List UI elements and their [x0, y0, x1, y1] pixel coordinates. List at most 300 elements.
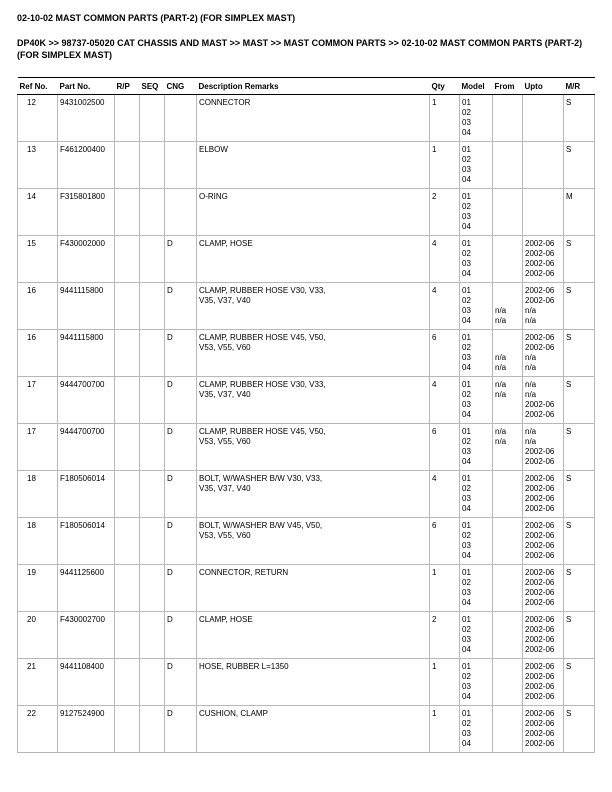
cell-model-line: 02	[462, 625, 471, 634]
cell-upto-line: 2002-06	[525, 615, 555, 624]
cell-upto-line: 2002-06	[525, 447, 555, 456]
cell-cng-line	[167, 98, 194, 108]
cell-upto-line	[525, 222, 561, 232]
cell-rp	[115, 706, 140, 753]
cell-seq-line	[142, 98, 162, 108]
cell-upto-line: n/a	[525, 437, 537, 446]
cell-seq-line	[142, 145, 162, 155]
cell-mr-line: S	[566, 521, 572, 530]
cell-seq	[140, 330, 165, 377]
cell-description	[197, 565, 430, 612]
cell-qty	[430, 424, 460, 471]
cell-model-line: 01	[462, 239, 471, 248]
cell-upto-line: n/a	[525, 353, 537, 362]
cell-part-no-line: F315801800	[60, 192, 105, 201]
cell-from-line	[495, 568, 520, 578]
cell-model	[460, 283, 493, 330]
cell-upto-line: 2002-06	[525, 588, 555, 597]
cell-from	[493, 236, 523, 283]
cell-qty	[430, 189, 460, 236]
cell-from-line	[495, 447, 520, 457]
cell-ref-no	[18, 659, 58, 706]
cell-seq-line	[142, 427, 162, 437]
cell-mr-line: S	[566, 662, 572, 671]
table-row	[18, 330, 595, 377]
cell-qty-line: 4	[432, 474, 437, 483]
cell-model-line: 04	[462, 128, 471, 137]
cell-rp-line	[117, 709, 137, 719]
cell-seq-line	[142, 239, 162, 249]
table-row	[18, 565, 595, 612]
cell-cng-line: D	[167, 521, 173, 530]
cell-upto-line: 2002-06	[525, 269, 555, 278]
cell-description-line: ELBOW	[199, 145, 228, 154]
cell-cng	[165, 189, 197, 236]
cell-qty-line: 4	[432, 239, 437, 248]
cell-from	[493, 95, 523, 142]
cell-from-line	[495, 625, 520, 635]
cell-description-line: CLAMP, HOSE	[199, 239, 253, 248]
cell-from-line: n/a	[495, 363, 507, 372]
cell-upto-line	[525, 165, 561, 175]
cell-model-line: 02	[462, 108, 471, 117]
cell-from-line	[495, 541, 520, 551]
cell-model-line: 02	[462, 390, 471, 399]
cell-model-line: 03	[462, 447, 471, 456]
cell-description-line: CONNECTOR	[199, 98, 251, 107]
cell-mr	[564, 424, 595, 471]
cell-upto-line	[525, 175, 561, 185]
col-header-description: Description Remarks	[197, 78, 430, 95]
cell-part-no	[58, 565, 115, 612]
cell-from-line	[495, 615, 520, 625]
cell-ref-no-line: 18	[27, 521, 36, 530]
cell-part-no-line: 9441115800	[60, 286, 104, 295]
table-row	[18, 424, 595, 471]
cell-mr-line: S	[566, 615, 572, 624]
cell-description-line: V35, V37, V40	[199, 296, 251, 305]
cell-part-no-line: 9441125600	[60, 568, 104, 577]
breadcrumb: DP40K >> 98737-05020 CAT CHASSIS AND MAST >> MAST >> MAST COMMON PARTS >> 02-10-02 MAST COMMON PARTS (PART-2) (FOR SIMPLEX MAST)	[17, 38, 583, 60]
cell-model-line: 03	[462, 494, 471, 503]
cell-mr	[564, 189, 595, 236]
cell-seq-line	[142, 333, 162, 343]
cell-qty-line: 6	[432, 521, 437, 530]
cell-upto-line: 2002-06	[525, 662, 555, 671]
cell-ref-no-line: 15	[27, 239, 36, 248]
cell-model-line: 04	[462, 598, 471, 607]
cell-from	[493, 424, 523, 471]
cell-description	[197, 471, 430, 518]
cell-upto	[523, 565, 564, 612]
cell-ref-no-line: 20	[27, 615, 36, 624]
cell-seq	[140, 565, 165, 612]
cell-upto-line	[525, 145, 561, 155]
cell-from-line	[495, 98, 520, 108]
cell-upto-line: 2002-06	[525, 709, 555, 718]
cell-ref-no-line: 16	[27, 286, 36, 295]
cell-from-line	[495, 662, 520, 672]
cell-model-line: 03	[462, 212, 471, 221]
cell-part-no	[58, 612, 115, 659]
cell-from-line	[495, 175, 520, 185]
cell-model	[460, 95, 493, 142]
cell-ref-no	[18, 189, 58, 236]
cell-ref-no	[18, 706, 58, 753]
cell-rp	[115, 612, 140, 659]
cell-ref-no-line: 14	[27, 192, 36, 201]
cell-part-no	[58, 95, 115, 142]
cell-description-line: BOLT, W/WASHER B/W V45, V50,	[199, 521, 323, 530]
cell-ref-no-line: 22	[27, 709, 36, 718]
cell-from-line	[495, 635, 520, 645]
cell-cng-line	[167, 192, 194, 202]
cell-rp	[115, 236, 140, 283]
cell-model-line: 02	[462, 343, 471, 352]
cell-model-line: 02	[462, 249, 471, 258]
cell-upto	[523, 236, 564, 283]
cell-upto-line: 2002-06	[525, 494, 555, 503]
cell-cng	[165, 236, 197, 283]
cell-from	[493, 330, 523, 377]
cell-model-line: 04	[462, 316, 471, 325]
cell-model-line: 03	[462, 541, 471, 550]
cell-model	[460, 330, 493, 377]
cell-model	[460, 377, 493, 424]
cell-from-line	[495, 474, 520, 484]
cell-seq-line	[142, 521, 162, 531]
cell-qty-line: 1	[432, 568, 437, 577]
cell-part-no	[58, 142, 115, 189]
cell-qty-line: 2	[432, 615, 437, 624]
cell-ref-no	[18, 471, 58, 518]
cell-model-line: 03	[462, 259, 471, 268]
cell-model-line: 04	[462, 692, 471, 701]
cell-cng	[165, 330, 197, 377]
cell-rp-line	[117, 427, 137, 437]
cell-model-line: 03	[462, 306, 471, 315]
cell-mr	[564, 236, 595, 283]
table-header-row	[18, 78, 595, 95]
cell-rp	[115, 659, 140, 706]
cell-ref-no-line: 21	[27, 662, 36, 671]
cell-qty	[430, 706, 460, 753]
col-header-rp: R/P	[115, 78, 140, 95]
cell-part-no	[58, 283, 115, 330]
cell-ref-no-line: 18	[27, 474, 36, 483]
cell-from-line	[495, 521, 520, 531]
cell-from-line	[495, 739, 520, 749]
cell-upto-line: 2002-06	[525, 259, 555, 268]
cell-rp-line	[117, 521, 137, 531]
cell-model-line: 01	[462, 521, 471, 530]
cell-mr-line: S	[566, 239, 572, 248]
cell-upto	[523, 142, 564, 189]
cell-cng-line: D	[167, 615, 173, 624]
cell-part-no	[58, 330, 115, 377]
cell-part-no-line: F180506014	[60, 521, 105, 530]
cell-upto-line: 2002-06	[525, 410, 555, 419]
cell-model-line: 04	[462, 504, 471, 513]
cell-from-line	[495, 729, 520, 739]
cell-model-line: 01	[462, 568, 471, 577]
cell-model-line: 01	[462, 662, 471, 671]
cell-description-line: O-RING	[199, 192, 228, 201]
cell-seq	[140, 236, 165, 283]
cell-upto-line	[525, 202, 561, 212]
cell-ref-no	[18, 142, 58, 189]
table-row	[18, 518, 595, 565]
cell-qty	[430, 518, 460, 565]
cell-from-line	[495, 494, 520, 504]
cell-rp-line	[117, 333, 137, 343]
cell-upto-line: 2002-06	[525, 719, 555, 728]
cell-part-no-line: 9431002500	[60, 98, 105, 107]
cell-cng	[165, 706, 197, 753]
cell-ref-no	[18, 95, 58, 142]
cell-model-line: 01	[462, 615, 471, 624]
cell-model-line: 02	[462, 719, 471, 728]
cell-from-line	[495, 719, 520, 729]
cell-mr-line: S	[566, 380, 572, 389]
cell-seq-line	[142, 615, 162, 625]
cell-from	[493, 189, 523, 236]
cell-from	[493, 565, 523, 612]
cell-cng-line: D	[167, 239, 173, 248]
col-header-qty: Qty	[430, 78, 460, 95]
cell-upto-line: 2002-06	[525, 578, 555, 587]
cell-mr	[564, 377, 595, 424]
cell-qty	[430, 283, 460, 330]
cell-cng	[165, 377, 197, 424]
col-header-ref-no: Ref No.	[18, 78, 58, 95]
cell-mr	[564, 659, 595, 706]
cell-upto-line: n/a	[525, 427, 537, 436]
cell-from-line	[495, 296, 520, 306]
cell-qty	[430, 612, 460, 659]
col-header-model: Model	[460, 78, 493, 95]
cell-model-line: 04	[462, 551, 471, 560]
cell-description	[197, 659, 430, 706]
cell-upto-line: 2002-06	[525, 296, 555, 305]
cell-from-line	[495, 333, 520, 343]
cell-ref-no	[18, 377, 58, 424]
cell-description	[197, 142, 430, 189]
cell-upto-line	[525, 118, 561, 128]
cell-seq-line	[142, 286, 162, 296]
cell-description-line: CLAMP, HOSE	[199, 615, 253, 624]
cell-from-line	[495, 202, 520, 212]
cell-rp-line	[117, 474, 137, 484]
cell-model	[460, 189, 493, 236]
cell-rp-line	[117, 239, 137, 249]
cell-model-line: 01	[462, 145, 471, 154]
cell-from	[493, 706, 523, 753]
cell-cng	[165, 659, 197, 706]
cell-qty	[430, 659, 460, 706]
cell-upto-line: 2002-06	[525, 400, 555, 409]
cell-ref-no-line: 17	[27, 380, 36, 389]
cell-from-line	[495, 400, 520, 410]
cell-from	[493, 283, 523, 330]
cell-cng-line: D	[167, 568, 173, 577]
cell-mr	[564, 518, 595, 565]
cell-from-line	[495, 259, 520, 269]
cell-rp	[115, 565, 140, 612]
cell-qty	[430, 142, 460, 189]
col-header-from: From	[493, 78, 523, 95]
cell-rp	[115, 189, 140, 236]
cell-mr-line: S	[566, 333, 572, 342]
cell-model-line: 02	[462, 202, 471, 211]
cell-from-line	[495, 531, 520, 541]
cell-cng	[165, 142, 197, 189]
cell-qty	[430, 565, 460, 612]
cell-seq-line	[142, 474, 162, 484]
cell-upto	[523, 706, 564, 753]
cell-upto-line: n/a	[525, 316, 537, 325]
cell-rp	[115, 471, 140, 518]
cell-cng	[165, 565, 197, 612]
table-row	[18, 236, 595, 283]
cell-upto-line: 2002-06	[525, 635, 555, 644]
cell-model	[460, 518, 493, 565]
cell-model-line: 04	[462, 457, 471, 466]
cell-seq-line	[142, 662, 162, 672]
cell-cng	[165, 612, 197, 659]
cell-description	[197, 236, 430, 283]
cell-model-line: 01	[462, 474, 471, 483]
cell-mr-line: M	[566, 192, 573, 201]
cell-description	[197, 612, 430, 659]
cell-from-line: n/a	[495, 306, 507, 315]
cell-upto-line	[525, 212, 561, 222]
cell-upto-line: 2002-06	[525, 286, 555, 295]
cell-part-no-line: 9127524900	[60, 709, 105, 718]
cell-model-line: 01	[462, 286, 471, 295]
cell-seq	[140, 189, 165, 236]
cell-part-no-line: F180506014	[60, 474, 105, 483]
cell-model	[460, 659, 493, 706]
cell-mr-line: S	[566, 709, 572, 718]
cell-cng-line: D	[167, 286, 173, 295]
cell-ref-no	[18, 236, 58, 283]
cell-description-line: CUSHION, CLAMP	[199, 709, 268, 718]
cell-model-line: 03	[462, 400, 471, 409]
cell-upto-line: 2002-06	[525, 343, 555, 352]
cell-ref-no-line: 12	[27, 98, 36, 107]
cell-cng	[165, 471, 197, 518]
table-row	[18, 377, 595, 424]
cell-qty-line: 6	[432, 333, 437, 342]
cell-model-line: 02	[462, 484, 471, 493]
cell-model-line: 03	[462, 353, 471, 362]
cell-upto-line: 2002-06	[525, 598, 555, 607]
cell-ref-no-line: 13	[27, 145, 36, 154]
cell-part-no-line: F430002700	[60, 615, 105, 624]
cell-upto-line: 2002-06	[525, 672, 555, 681]
cell-ref-no	[18, 283, 58, 330]
cell-from-line: n/a	[495, 316, 507, 325]
cell-upto	[523, 518, 564, 565]
cell-mr	[564, 565, 595, 612]
col-header-upto: Upto	[523, 78, 564, 95]
cell-part-no-line: 9441108400	[60, 662, 104, 671]
cell-from-line: n/a	[495, 380, 507, 389]
cell-seq	[140, 95, 165, 142]
cell-from-line	[495, 239, 520, 249]
cell-seq	[140, 706, 165, 753]
cell-model-line: 04	[462, 269, 471, 278]
cell-from-line	[495, 645, 520, 655]
cell-model-line: 04	[462, 410, 471, 419]
cell-upto-line: 2002-06	[525, 692, 555, 701]
cell-cng	[165, 424, 197, 471]
cell-model-line: 03	[462, 118, 471, 127]
cell-mr	[564, 95, 595, 142]
cell-model-line: 03	[462, 682, 471, 691]
cell-from-line	[495, 682, 520, 692]
cell-upto-line: 2002-06	[525, 625, 555, 634]
cell-upto-line	[525, 192, 561, 202]
cell-upto-line: 2002-06	[525, 531, 555, 540]
cell-seq	[140, 142, 165, 189]
table-row	[18, 612, 595, 659]
cell-description	[197, 330, 430, 377]
cell-model-line: 04	[462, 645, 471, 654]
cell-part-no	[58, 659, 115, 706]
cell-ref-no	[18, 565, 58, 612]
col-header-part-no: Part No.	[58, 78, 115, 95]
cell-upto-line: n/a	[525, 306, 537, 315]
cell-model-line: 01	[462, 192, 471, 201]
cell-upto-line: 2002-06	[525, 568, 555, 577]
cell-upto	[523, 659, 564, 706]
cell-from-line	[495, 410, 520, 420]
cell-rp-line	[117, 98, 137, 108]
cell-description	[197, 189, 430, 236]
cell-upto-line	[525, 98, 561, 108]
cell-from-line	[495, 286, 520, 296]
cell-from	[493, 377, 523, 424]
cell-description	[197, 706, 430, 753]
table-row	[18, 706, 595, 753]
cell-part-no	[58, 471, 115, 518]
cell-qty-line: 1	[432, 145, 437, 154]
cell-from	[493, 471, 523, 518]
cell-upto-line: 2002-06	[525, 457, 555, 466]
cell-cng-line: D	[167, 709, 173, 718]
cell-model	[460, 236, 493, 283]
cell-upto	[523, 189, 564, 236]
cell-upto-line: n/a	[525, 390, 537, 399]
cell-part-no-line: 9441115800	[60, 333, 104, 342]
cell-upto-line: 2002-06	[525, 239, 555, 248]
cell-ref-no-line: 17	[27, 427, 36, 436]
cell-cng-line	[167, 145, 194, 155]
cell-mr-line: S	[566, 145, 572, 154]
cell-mr-line: S	[566, 427, 572, 436]
cell-seq	[140, 283, 165, 330]
cell-part-no-line: F430002000	[60, 239, 105, 248]
cell-qty-line: 1	[432, 709, 437, 718]
cell-model-line: 02	[462, 672, 471, 681]
cell-model-line: 03	[462, 635, 471, 644]
cell-model-line: 03	[462, 729, 471, 738]
cell-description-line: BOLT, W/WASHER B/W V30, V33,	[199, 474, 323, 483]
cell-model-line: 02	[462, 578, 471, 587]
parts-table-body	[18, 95, 595, 753]
